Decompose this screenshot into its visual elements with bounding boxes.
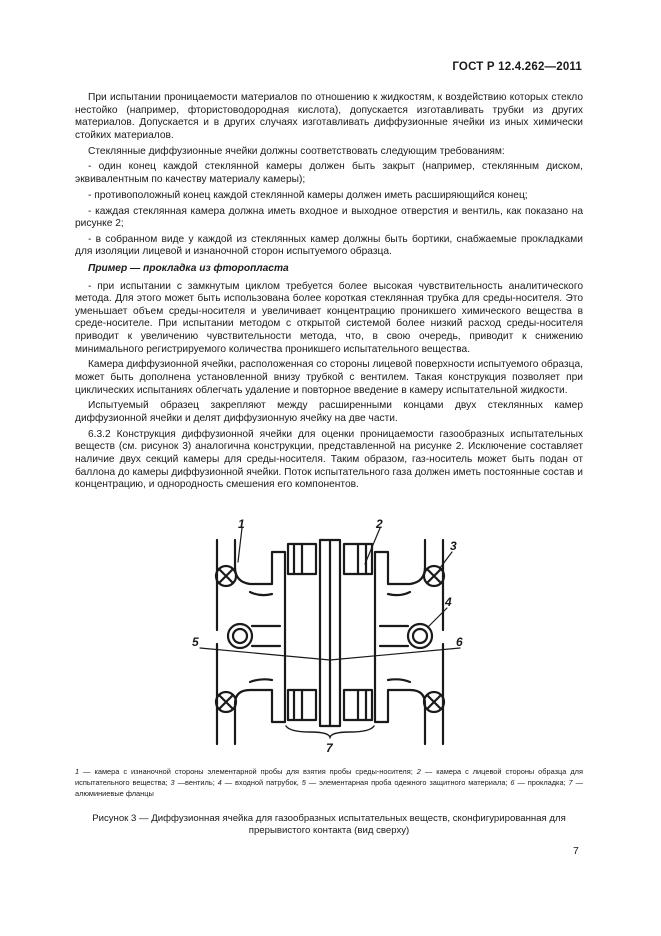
paragraph: 6.3.2 Конструкция диффузионной ячейки для оценки проницаемости газообразных испытательных веществ (см. рисунок 3) аналогична конструкции, представленной на рисунке 2. Исключение составляет наличие двух секций камеры для среды-носителя. Таким образом, газ-носитель может быть подан от баллона до камеры диффузионной ячейки. Поток испытательного газа должен иметь постоянные состав и концентрацию, и однородность смешения его компонентов.	[75, 428, 583, 491]
example-heading: Пример — прокладка из фторопласта	[88, 263, 289, 275]
valve-bottom-left	[216, 692, 236, 712]
figure-label-4: 4	[445, 595, 452, 609]
legend-text: — камера с лицевой стороны образца для испытательного вещества;	[75, 767, 583, 787]
legend-num: 3	[170, 778, 175, 787]
right-chamber-inner	[388, 592, 410, 682]
inlet-right	[380, 624, 432, 648]
paragraph: - противоположный конец каждой стеклянной камеры должен иметь расширяющийся конец;	[88, 189, 528, 201]
paragraph: - в собранном виде у каждой из стеклянных камер должны быть бортики, снабжаемые прокладками для изоляции лицевой и изнаночной сторон испытуемого образца.	[75, 233, 583, 258]
valve-bottom-right	[424, 692, 444, 712]
legend-text: — камера с изнаночной стороны элементарной пробы для взятия пробы среды-носителя;	[79, 767, 417, 776]
legend-num: 2	[416, 767, 421, 776]
legend-num: 4	[217, 778, 222, 787]
figure-caption: Рисунок 3 — Диффузионная ячейка для газообразных испытательных веществ, сконфигурированная для прерывистого контакта (вид сверху)	[92, 813, 566, 836]
diffusion-cell-figure	[190, 512, 470, 758]
left-chamber-inner	[250, 592, 272, 682]
legend-text: — алюминиевые фланцы	[75, 778, 583, 798]
paragraph: Стеклянные диффузионные ячейки должны соответствовать следующим требованиям:	[88, 145, 505, 157]
figure-label-5: 5	[192, 635, 199, 649]
figure-label-6: 6	[456, 635, 463, 649]
paragraph: - при испытании с замкнутым циклом требуется более высокая чувствительность аналитического метода. Для этого может быть использована более короткая стеклянная трубка для среды-носителя. Это уменьшает объем среды-носителя и увеличивает концентрацию проникшего химического вещества в среде-носителе. При испытании методом с открытой системой более низкий расход среды-носителя приводит к увеличению чувствительности метода, что, в свою очередь, приводит к снижению минимального регистрируемого количества проникшего испытательного вещества.	[75, 280, 583, 355]
legend-num: 5	[301, 778, 306, 787]
legend-num: 6	[510, 778, 515, 787]
figure-label-3: 3	[450, 539, 457, 553]
paragraph: - один конец каждой стеклянной камеры должен быть закрыт (например, стеклянным диском, эквивалентным по качеству материалу камеры);	[75, 161, 583, 185]
body-text	[75, 92, 583, 495]
figure-legend	[75, 766, 583, 799]
legend-text: — входной патрубок,	[221, 778, 302, 787]
figure-label-7: 7	[326, 741, 333, 755]
figure-label-2: 2	[376, 517, 383, 531]
paragraph: Камера диффузионной ячейки, расположенная со стороны лицевой поверхности испытуемого образца, может быть дополнена установленной внизу трубкой с вентилем. Такая конструкция позволяет при циклических испытаниях облегчать удаление и повторное введение в камеру испытательной жидкости.	[75, 359, 583, 396]
valve-top-right	[424, 566, 444, 586]
page-number: 7	[573, 845, 579, 857]
paragraph: Испытуемый образец закрепляют между расширенными концами двух стеклянных камер диффузионной ячейки и делят диффузионную ячейку на две части.	[75, 400, 583, 424]
legend-num: 7	[568, 778, 573, 787]
flange-bracket	[286, 726, 374, 738]
inlet-left	[228, 624, 280, 648]
paragraph: При испытании проницаемости материалов по отношению к жидкостям, к воздействию которых стекло нестойко (например, фтористоводородная кислота), допускается изготавливать трубки из других материалов. Допускается и в других случаях изготавливать диффузионные ячейки из иных химически стойких материалов.	[75, 92, 583, 141]
legend-text: — прокладка;	[514, 778, 569, 787]
legend-text: —вентиль;	[174, 778, 218, 787]
legend-text: — элементарная проба одежного защитного материала;	[305, 778, 511, 787]
paragraph: - каждая стеклянная камера должна иметь входное и выходное отверстия и вентиль, как показано на рисунке 2;	[75, 205, 583, 230]
diffusion-cell-diagram	[190, 512, 470, 758]
figure-label-1: 1	[238, 517, 245, 531]
document-header: ГОСТ Р 12.4.262—2011	[452, 61, 582, 73]
legend-num: 1	[75, 767, 80, 776]
valve-top-left	[216, 566, 236, 586]
